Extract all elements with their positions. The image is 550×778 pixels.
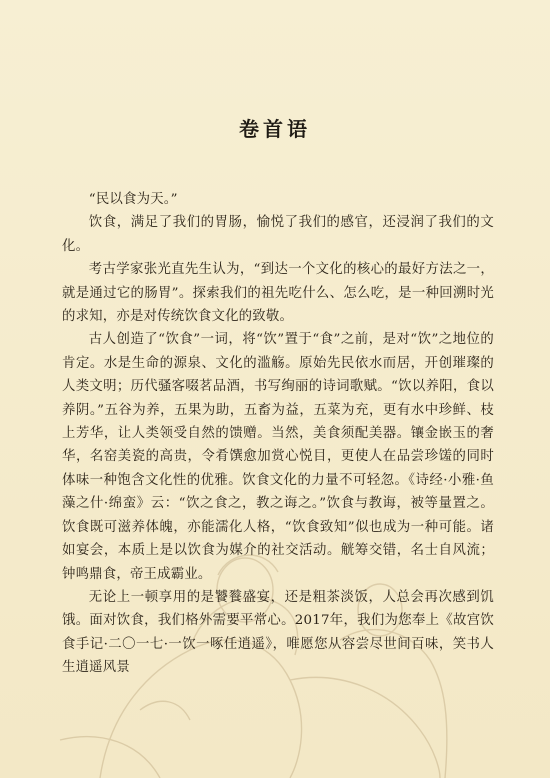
paragraph-history: 古人创造了“饮食”一词，将“饮”置于“食”之前，是对“饮”之地位的肯定。水是生命的源泉、文化的滥觞。原始先民依水而居，开创璀璨的人类文明；历代骚客啜茗品酒，书写绚丽的诗词歌赋。“饮以养阳，食以养阴。”五谷为养，五果为助，五畜为益，五菜为充，更有水中珍鲜、枝上芳华，让人类领受自然的馈赠。当然，美食须配美器。镶金嵌玉的奢华，名窑美瓷的高贵，令肴馔愈加赏心悦目，更使人在品尝珍馐的同时体味一种饱含文化性的优雅。饮食文化的力量不可轻忽。《诗经·小雅·鱼藻之什·绵蛮》云：“饮之食之，教之诲之。”饮食与教诲，被等量置之。饮食既可滋养体魄，亦能濡化人格，“饮食致知”似也成为一种可能。诸如宴会，本质上是以饮食为媒介的社交活动。觥筹交错，名士自风流；钟鸣鼎食，帝王成霸业。 [62, 332, 494, 582]
paragraph-closing: 无论上一顿享用的是饕餮盛宴，还是粗茶淡饭，人总会再次感到饥饿。面对饮食，我们格外需要平常心。2017年，我们为您奉上《故宫饮食手记·二〇一七·一饮一啄任逍遥》，唯愿您从容尝尽世间百味，笑书人生逍遥风景 [62, 589, 494, 676]
paragraph-culture: 饮食，满足了我们的胃肠，愉悦了我们的感官，还浸润了我们的文化。 [62, 215, 494, 254]
paragraph-quote: “民以食为天。” [88, 192, 178, 207]
body-text [62, 188, 494, 680]
page-title: 卷首语 [239, 117, 311, 141]
paragraph-archaeology: 考古学家张光直先生认为，“到达一个文化的核心的最好方法之一，就是通过它的肠胃”。探索我们的祖先吃什么、怎么吃，是一种回溯时光的求知，亦是对传统饮食文化的致敬。 [62, 262, 494, 325]
